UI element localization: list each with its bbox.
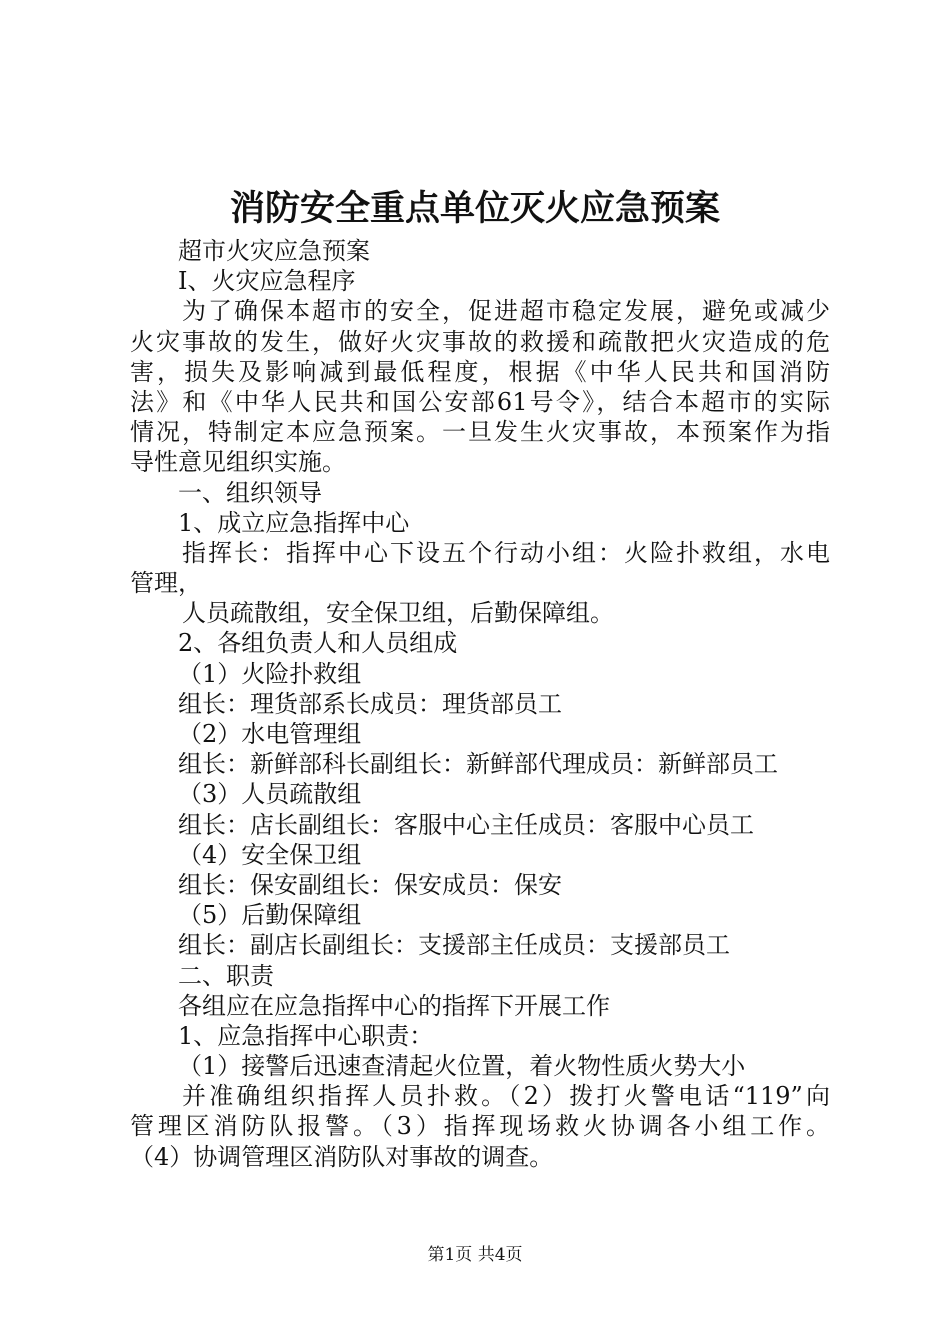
paragraph-line: Ⅰ、火灾应急程序: [178, 267, 356, 296]
paragraph-line: （5）后勤保障组: [178, 901, 362, 930]
paragraph-line: （1）火险扑救组: [178, 659, 362, 688]
paragraph-line: （3）人员疏散组: [178, 780, 362, 809]
paragraph-line: 组长：保安副组长：保安成员：保安: [178, 870, 562, 899]
paragraph-line: 管理，: [130, 569, 202, 598]
paragraph-line: 火灾事故的发生，做好火灾事故的救援和疏散把火灾造成的危: [130, 327, 830, 356]
paragraph-line: 各组应在应急指挥中心的指挥下开展工作: [178, 991, 610, 1020]
paragraph-line: 导性意见组织实施。: [130, 448, 346, 477]
paragraph-line: 管理区消防队报警。（3）指挥现场救火协调各小组工作。: [130, 1112, 830, 1141]
page-footer: 第1页 共4页: [427, 1245, 523, 1265]
paragraph-line: 人员疏散组，安全保卫组，后勤保障组。: [182, 599, 614, 628]
document-body: [130, 236, 830, 1172]
paragraph-line: 1、成立应急指挥中心: [178, 508, 410, 537]
paragraph-line: （4）安全保卫组: [178, 840, 362, 869]
paragraph-line: （1）接警后迅速查清起火位置，着火物性质火势大小: [178, 1052, 746, 1081]
paragraph-line: 组长：新鲜部科长副组长：新鲜部代理成员：新鲜部员工: [178, 750, 778, 779]
page-title: 消防安全重点单位灭火应急预案: [229, 189, 720, 229]
paragraph-line: 超市火灾应急预案: [178, 237, 370, 265]
paragraph-line: （4）协调管理区消防队对事故的调查。: [130, 1142, 554, 1171]
paragraph-line: 并准确组织指挥人员扑救。（2）拨打火警电话“119”向: [182, 1082, 830, 1111]
paragraph-line: 害，损失及影响减到最低程度，根据《中华人民共和国消防: [130, 357, 830, 386]
paragraph-line: 组长：理货部系长成员：理货部员工: [178, 689, 562, 718]
paragraph-line: 组长：副店长副组长：支援部主任成员：支援部员工: [178, 931, 730, 960]
paragraph-line: 二、职责: [178, 961, 274, 990]
paragraph-line: 2、各组负责人和人员组成: [178, 629, 458, 658]
paragraph-line: 情况，特制定本应急预案。一旦发生火灾事故，本预案作为指: [130, 418, 830, 447]
paragraph-line: （2）水电管理组: [178, 720, 362, 748]
paragraph-line: 指挥长：指挥中心下设五个行动小组：火险扑救组，水电: [182, 538, 830, 567]
paragraph-line: 法》和《中华人民共和国公安部61号令》，结合本超市的实际: [130, 387, 830, 416]
paragraph-line: 一、组织领导: [178, 478, 322, 507]
paragraph-line: 组长：店长副组长：客服中心主任成员：客服中心员工: [178, 810, 754, 839]
paragraph-line: 为了确保本超市的安全，促进超市稳定发展，避免或减少: [182, 297, 830, 326]
paragraph-line: 1、应急指挥中心职责：: [178, 1021, 434, 1050]
